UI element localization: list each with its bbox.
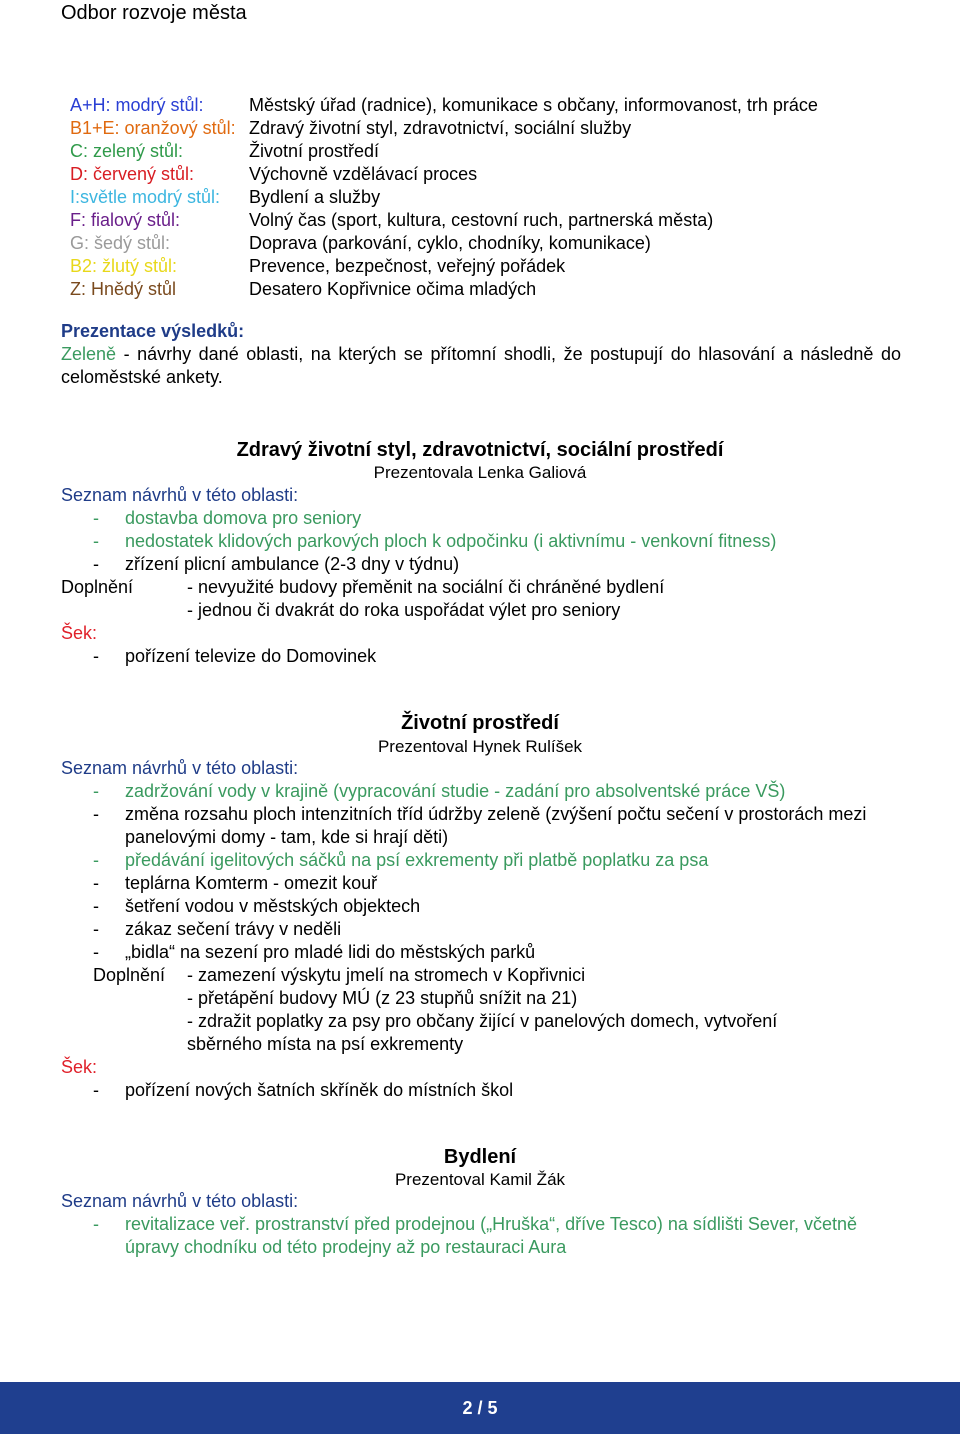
- sek-item: - pořízení nových šatních skříněk do místních škol: [61, 1079, 901, 1102]
- list-item: - „bidla“ na sezení pro mladé lidi do městských parků: [61, 941, 901, 964]
- legend-value: Výchovně vzdělávací proces: [249, 164, 478, 184]
- legend-key: F: fialový stůl:: [70, 210, 181, 230]
- supplement-label: Doplnění: [93, 965, 166, 985]
- legend-key: C: zelený stůl:: [70, 141, 184, 161]
- legend-key: B2: žlutý stůl:: [70, 256, 178, 276]
- section-presenter: Prezentovala Lenka Galiová: [373, 463, 587, 482]
- supplement: [61, 576, 901, 622]
- list-item-text: revitalizace veř. prostranství před prodejnou („Hruška“, dříve Tesco) na sídlišti Sever, včetně úpravy chodníku od této prodejny až po restauraci Aura: [125, 1214, 857, 1257]
- results-text: - návrhy dané oblasti, na kterých se přítomní shodli, že postupují do hlasování a následně do celoměstské ankety.: [61, 344, 901, 387]
- supplement-line: - nevyužité budovy přeměnit na sociální či chráněné bydlení: [187, 577, 665, 597]
- legend-key: Z: Hnědý stůl: [70, 279, 177, 299]
- section-presenter: Prezentoval Hynek Rulíšek: [377, 737, 583, 756]
- list-label: Seznam návrhů v této oblasti:: [61, 758, 299, 778]
- legend-value: Prevence, bezpečnost, veřejný pořádek: [249, 256, 566, 276]
- list-item: - zákaz sečení trávy v neděli: [61, 918, 901, 941]
- legend-row: [70, 94, 930, 117]
- list-item-text: nedostatek klidových parkových ploch k odpočinku (i aktivnímu - venkovní fitness): [125, 531, 777, 551]
- page-number: 2 / 5: [462, 1397, 498, 1418]
- list-item-text: změna rozsahu ploch intenzitních tříd údržby zeleně (zvýšení počtu sečení v prostorách mezi panelovými domy - tam, kde si hrají děti): [125, 804, 867, 847]
- section-title: Zdravý životní styl, zdravotnictví, sociální prostředí: [236, 439, 724, 461]
- legend-value: Bydlení a služby: [249, 187, 381, 207]
- list-item-text: šetření vodou v městských objektech: [125, 896, 421, 916]
- list-item-text: zákaz sečení trávy v neděli: [125, 919, 342, 939]
- list-item: - teplárna Komterm - omezit kouř: [61, 872, 901, 895]
- results-paragraph: [61, 343, 901, 389]
- legend-value: Životní prostředí: [249, 141, 380, 161]
- legend-value: Městský úřad (radnice), komunikace s občany, informovanost, trh práce: [249, 95, 818, 115]
- page-title: Odbor rozvoje města: [61, 2, 247, 24]
- legend-key: D: červený stůl:: [70, 164, 195, 184]
- list-label: Seznam návrhů v této oblasti:: [61, 1191, 299, 1211]
- list-item-text: teplárna Komterm - omezit kouř: [125, 873, 378, 893]
- table-legend: [70, 94, 930, 301]
- legend-row: [70, 140, 930, 163]
- supplement-label: Doplnění: [61, 577, 134, 597]
- list-item: - změna rozsahu ploch intenzitních tříd údržby zeleně (zvýšení počtu sečení v prostorách mezi panelovými domy - tam, kde si hrají děti): [61, 803, 901, 849]
- sek-item-text: pořízení televize do Domovinek: [125, 646, 377, 666]
- legend-row: [70, 278, 930, 301]
- section-presenter: Prezentoval Kamil Žák: [394, 1170, 566, 1189]
- list-item: - zadržování vody v krajině (vypracování studie - zadání pro absolventské práce VŠ): [61, 780, 901, 803]
- list-item-text: předávání igelitových sáčků na psí exkrementy při platbě poplatku za psa: [125, 850, 709, 870]
- supplement-line: - zdražit poplatky za psy pro občany žijící v panelových domech, vytvoření sběrného místa na psí exkrementy: [187, 1011, 778, 1054]
- sek-item: - pořízení televize do Domovinek: [61, 645, 901, 668]
- section-body: [61, 1190, 901, 1259]
- supplement-line: - zamezení výskytu jmelí na stromech v Kopřivnici: [187, 965, 586, 985]
- section-body: [61, 484, 901, 668]
- legend-key: G: šedý stůl:: [70, 233, 171, 253]
- supplement: [61, 964, 901, 1056]
- sek-label: Šek:: [61, 1057, 98, 1077]
- legend-value: Doprava (parkování, cyklo, chodníky, komunikace): [249, 233, 651, 253]
- legend-value: Desatero Kopřivnice očima mladých: [249, 279, 537, 299]
- supplement-line: - přetápění budovy MÚ (z 23 stupňů snížit na 21): [187, 988, 578, 1008]
- legend-row: [70, 209, 930, 232]
- section-body: [61, 757, 901, 1102]
- list-item-text: zadržování vody v krajině (vypracování studie - zadání pro absolventské práce VŠ): [125, 781, 786, 801]
- list-item: - předávání igelitových sáčků na psí exkrementy při platbě poplatku za psa: [61, 849, 901, 872]
- list-item: - revitalizace veř. prostranství před prodejnou („Hruška“, dříve Tesco) na sídlišti Sever, včetně úpravy chodníku od této prodejny až po restauraci Aura: [61, 1213, 901, 1259]
- supplement-line: - jednou či dvakrát do roka uspořádat výlet pro seniory: [187, 600, 621, 620]
- list-item: - zřízení plicní ambulance (2-3 dny v týdnu): [61, 553, 901, 576]
- legend-row: [70, 186, 930, 209]
- legend-key: B1+E: oranžový stůl:: [70, 118, 236, 138]
- list-item: - šetření vodou v městských objektech: [61, 895, 901, 918]
- legend-row: [70, 232, 930, 255]
- sek-label: Šek:: [61, 623, 98, 643]
- section-title: Bydlení: [443, 1146, 517, 1168]
- list-item-text: dostavba domova pro seniory: [125, 508, 362, 528]
- sek-item-text: pořízení nových šatních skříněk do místních škol: [125, 1080, 514, 1100]
- legend-key: A+H: modrý stůl:: [70, 95, 204, 115]
- list-item-text: „bidla“ na sezení pro mladé lidi do městských parků: [125, 942, 536, 962]
- list-item: - dostavba domova pro seniory: [61, 507, 901, 530]
- results-heading: Prezentace výsledků:: [61, 321, 245, 341]
- list-item-text: zřízení plicní ambulance (2-3 dny v týdnu): [125, 554, 460, 574]
- results-green-word: Zeleně: [61, 344, 117, 364]
- legend-row: [70, 117, 930, 140]
- legend-row: [70, 163, 930, 186]
- list-item: - nedostatek klidových parkových ploch k odpočinku (i aktivnímu - venkovní fitness): [61, 530, 901, 553]
- footer-bar: [0, 1382, 960, 1434]
- legend-value: Volný čas (sport, kultura, cestovní ruch, partnerská města): [249, 210, 714, 230]
- legend-value: Zdravý životní styl, zdravotnictví, sociální služby: [249, 118, 632, 138]
- legend-key: I:světle modrý stůl:: [70, 187, 221, 207]
- section-title: Životní prostředí: [401, 712, 559, 734]
- list-label: Seznam návrhů v této oblasti:: [61, 485, 299, 505]
- legend-row: [70, 255, 930, 278]
